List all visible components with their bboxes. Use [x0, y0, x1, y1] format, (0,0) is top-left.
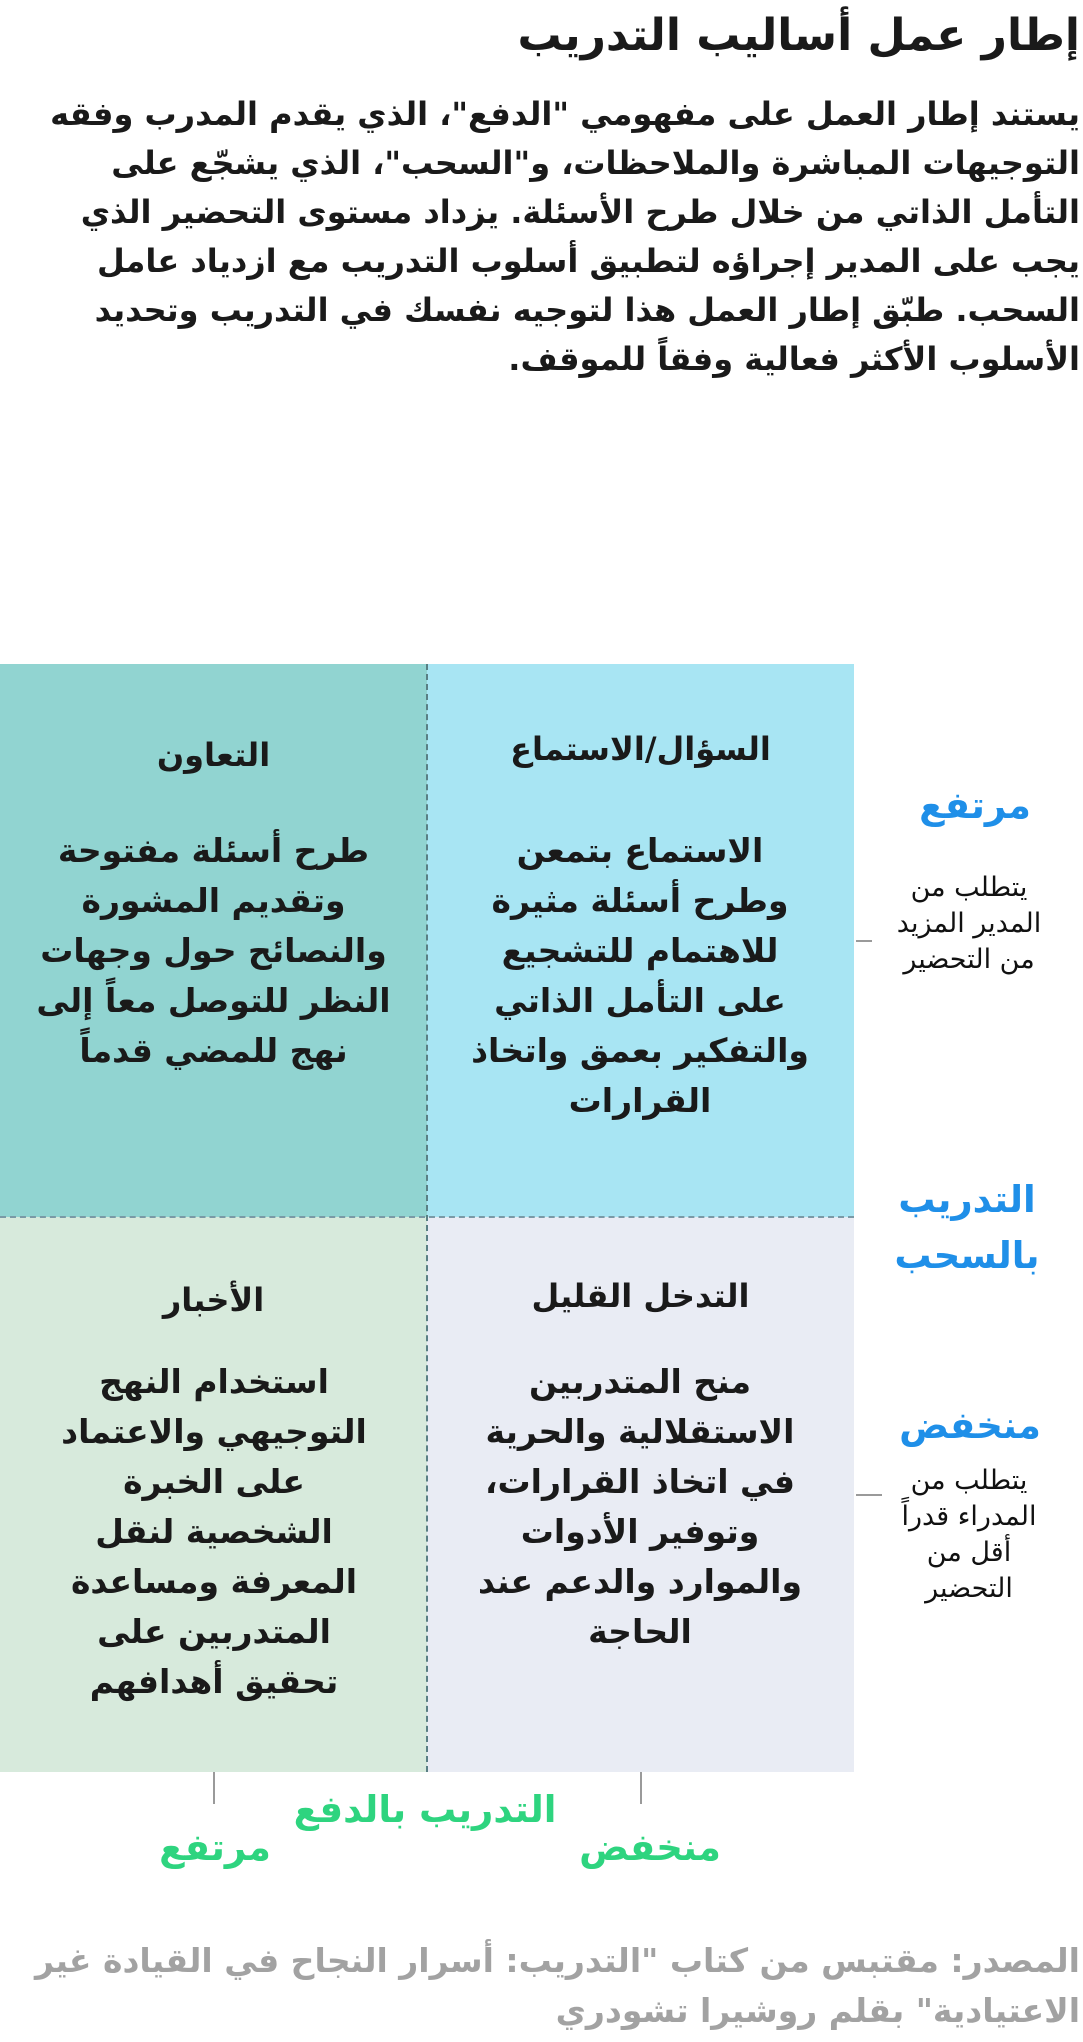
pull-axis-high-note: يتطلب من المدير المزيد من التحضير [896, 872, 1042, 975]
source-note: المصدر: مقتبس من كتاب "التدريب: أسرار النجاح في القيادة غير الاعتيادية" بقلم روشيرا تشودري [34, 1941, 1080, 2030]
pull-axis-low-note: يتطلب من المدراء قدراً أقل من التحضير [901, 1465, 1037, 1604]
intro-paragraph: يستند إطار العمل على مفهومي "الدفع"، الذي يقدم المدرب وفقه التوجيهات المباشرة والملاحظات، و"السحب"، الذي يشجّع على التأمل الذاتي من خلال طرح الأسئلة. يزداد مستوى التحضير الذي يجب على المدير إجراؤه لتطبيق أسلوب التدريب مع ازدياد عامل السحب. طبّق إطار العمل هذا لتوجيه نفسك في التدريب وتحديد الأسلوب الأكثر فعالية وفقاً للموقف. [50, 95, 1080, 378]
pull-axis-low-label: منخفض [899, 1404, 1041, 1447]
push-axis-low-label: منخفض [579, 1826, 721, 1869]
quadrant-ask-listen-body: الاستماع بتمعن وطرح أسئلة مثيرة للاهتمام للتشجيع على التأمل الذاتي والتفكير بعمق واتخاذ القرارات [471, 831, 809, 1120]
quadrant-ask-listen [427, 664, 854, 1217]
push-low-tick [640, 1772, 642, 1804]
vertical-divider [426, 664, 428, 1772]
page-title: إطار عمل أساليب التدريب [517, 10, 1080, 61]
quadrant-ask-listen-heading: السؤال/الاستماع [510, 730, 771, 768]
quadrant-collaborate-heading: التعاون [156, 736, 271, 774]
quadrant-tell [0, 1217, 427, 1772]
pull-high-tick [856, 940, 872, 942]
pull-axis-label: التدريب بالسحب [894, 1178, 1040, 1277]
push-axis-high-label: مرتفع [159, 1826, 271, 1869]
pull-axis-high-label: مرتفع [919, 784, 1031, 827]
quadrant-collaborate-body: طرح أسئلة مفتوحة وتقديم المشورة والنصائح حول وجهات النظر للتوصل معاً إلى نهج للمضي قدماً [36, 831, 391, 1070]
quadrant-low-intervention-body: منح المتدربين الاستقلالية والحرية في اتخاذ القرارات، وتوفير الأدوات والموارد والدعم عند الحاجة [477, 1362, 803, 1651]
quadrant-low-intervention [427, 1217, 854, 1772]
quadrant-tell-body: استخدام النهج التوجيهي والاعتماد على الخبرة الشخصية لنقل المعرفة ومساعدة المتدربين على تحقيق أهدافهم [61, 1362, 367, 1701]
push-high-tick [213, 1772, 215, 1804]
pull-low-tick [856, 1494, 882, 1496]
quadrant-low-intervention-heading: التدخل القليل [531, 1277, 750, 1315]
horizontal-divider [0, 1216, 854, 1218]
quadrant-tell-heading: الأخبار [162, 1281, 265, 1319]
quadrant-collaborate [0, 664, 427, 1217]
push-axis-label: التدريب بالدفع [293, 1788, 557, 1831]
